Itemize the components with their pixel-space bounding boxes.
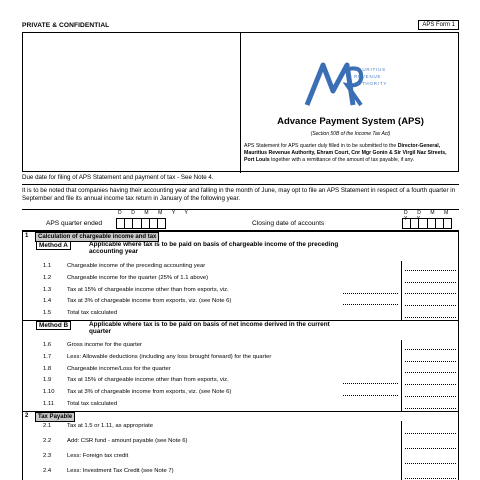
amount-field[interactable]: [401, 466, 459, 480]
table-row: [23, 466, 458, 480]
row-label: Tax at 3% of chargeable income from exports, viz. (see Note 6): [67, 389, 232, 396]
closing-date-letters: D D M M Y Y: [404, 210, 453, 222]
row-label: Tax at 15% of chargeable income other than from exports, viz.: [67, 377, 229, 384]
table-row: [23, 399, 458, 411]
row-number: 2.3: [43, 452, 52, 459]
table-row: [23, 436, 458, 451]
amount-field[interactable]: [401, 364, 459, 376]
divider: [22, 184, 459, 185]
section-2-rows: [23, 421, 458, 480]
aps-subtitle: (Section 50B of the Income Tax Act): [310, 131, 391, 137]
row-number: 1.4: [43, 298, 52, 305]
method-b-rows: [23, 340, 458, 411]
method-a-label: Method A: [36, 241, 71, 250]
amount-field[interactable]: [401, 296, 459, 308]
aps-form-page: [22, 20, 459, 480]
table-row: [23, 308, 458, 320]
quarter-date-letters: D D M M Y Y: [118, 210, 192, 216]
row-label: Less: Foreign tax credit: [67, 452, 129, 459]
amount-field[interactable]: [401, 308, 459, 320]
row-number: 1.9: [43, 377, 52, 384]
quarter-ended-label: APS quarter ended: [46, 220, 103, 227]
row-label: Tax at 3% of chargeable income from exports, viz. (see Note 6): [67, 298, 232, 305]
row-label: Total tax calculated: [67, 400, 118, 407]
method-b-header: [23, 320, 458, 340]
row-number: 1.5: [43, 310, 52, 317]
amount-field[interactable]: [401, 273, 459, 285]
row-label: Chargeable income/Loss for the quarter: [67, 365, 171, 372]
closing-date-label: Closing date of accounts: [252, 220, 325, 227]
amount-field[interactable]: [401, 399, 459, 411]
table-row: [23, 296, 458, 308]
row-number: 2.1: [43, 422, 52, 429]
table-row: [23, 261, 458, 273]
aps-title: Advance Payment System (APS): [277, 116, 424, 127]
row-number: 2.2: [43, 437, 52, 444]
row-label: Chargeable income for the quarter (25% of 1.1 above): [67, 274, 209, 281]
logo-line-1: MAURITIUS: [354, 67, 386, 72]
table-row: [23, 285, 458, 297]
section-1-header: [23, 231, 458, 241]
top-box: [22, 32, 459, 172]
row-label: Tax at 1.5 or 1.11, as appropriate: [67, 422, 154, 429]
confidential-label: PRIVATE & CONFIDENTIAL: [22, 22, 110, 29]
amount-field[interactable]: [401, 421, 459, 436]
fourth-quarter-note: It is to be noted that companies having their accounting year and falling in the month of June, may opt to file an APS Statement in respect of a fourth quarter in September and file its annual income tax return in January of the following year.: [22, 187, 456, 202]
method-a-text: Applicable where tax is to be paid on basis of chargeable income of the preceding accounting year: [89, 241, 339, 255]
row-number: 1.10: [43, 389, 55, 396]
method-a-rows: [23, 261, 458, 320]
amount-field[interactable]: [401, 436, 459, 451]
logo-line-3: AUTHORITY: [354, 81, 388, 86]
statement-address: Director-General, Mauritius Revenue Authority, Ehram Court, Cnr Mgr Gonin & Sir Virgil Naz Streets, Port Louis: [244, 143, 447, 164]
row-label: Gross income for the quarter: [67, 341, 142, 348]
table-row: [23, 421, 458, 436]
row-label: Chargeable income of the preceding accounting year: [67, 263, 206, 269]
row-number: 1.2: [43, 274, 52, 281]
table-row: [23, 364, 458, 376]
table-row: [23, 340, 458, 352]
row-label: Total tax calculated: [67, 310, 118, 317]
quarter-date-input[interactable]: [116, 218, 166, 229]
amount-field[interactable]: [401, 285, 459, 297]
form-number: APS Form 1: [418, 20, 459, 30]
section-1-title: Calculation of chargeable income and tax: [35, 232, 159, 242]
table-row: [23, 352, 458, 364]
quarter-row: [22, 209, 459, 231]
method-b-text: Applicable where tax is to be paid on basis of net income derived in the current quarter: [89, 320, 330, 335]
amount-field[interactable]: [401, 352, 459, 364]
row-input-dots[interactable]: [343, 383, 398, 384]
row-label: Add: CSR fund - amount payable (see Note 6): [67, 437, 188, 444]
row-number: 2.4: [43, 467, 52, 474]
row-number: 1.8: [43, 365, 52, 372]
method-a-header: [23, 241, 458, 261]
amount-field[interactable]: [401, 375, 459, 387]
closing-date-input[interactable]: [402, 218, 452, 229]
row-number: 1.6: [43, 341, 52, 348]
statement-post: together with a remittance of the amount of tax payable, if any.: [271, 157, 415, 164]
amount-field[interactable]: [401, 261, 459, 273]
statement-pre: APS Statement for APS quarter duly filled in to be submitted to the: [244, 143, 397, 149]
row-input-dots[interactable]: [343, 293, 398, 294]
logo-text: [354, 66, 387, 87]
row-number: 1.3: [43, 286, 52, 293]
section-2-header: [23, 411, 458, 421]
row-number: 1.11: [43, 400, 55, 407]
logo-line-2: REVENUE: [354, 74, 382, 79]
amount-field[interactable]: [401, 340, 459, 352]
table-row: [23, 273, 458, 285]
row-label: Less: Allowable deductions (including any loss brought forward) for the quarter: [67, 353, 272, 360]
row-label: Less: Investment Tax Credit (see Note 7): [67, 467, 174, 474]
due-date-note: Due date for filing of APS Statement and payment of tax - See Note 4.: [22, 174, 214, 181]
calculation-table: [22, 231, 459, 480]
table-row: [23, 387, 458, 399]
table-row: [23, 451, 458, 466]
method-b-label: Method B: [36, 321, 71, 330]
row-input-dots[interactable]: [343, 304, 398, 305]
row-number: 1.7: [43, 353, 52, 360]
row-input-dots[interactable]: [343, 395, 398, 396]
row-label: Tax at 15% of chargeable income other than from exports, viz.: [67, 286, 229, 293]
section-1-number: 1: [25, 233, 29, 239]
amount-field[interactable]: [401, 387, 459, 399]
section-2-title: Tax Payable: [35, 412, 75, 422]
amount-field[interactable]: [401, 451, 459, 466]
table-row: [23, 375, 458, 387]
aps-statement: [244, 143, 458, 165]
top-divider: [240, 33, 241, 173]
row-number: 1.1: [43, 263, 52, 269]
section-2-number: 2: [25, 412, 29, 419]
